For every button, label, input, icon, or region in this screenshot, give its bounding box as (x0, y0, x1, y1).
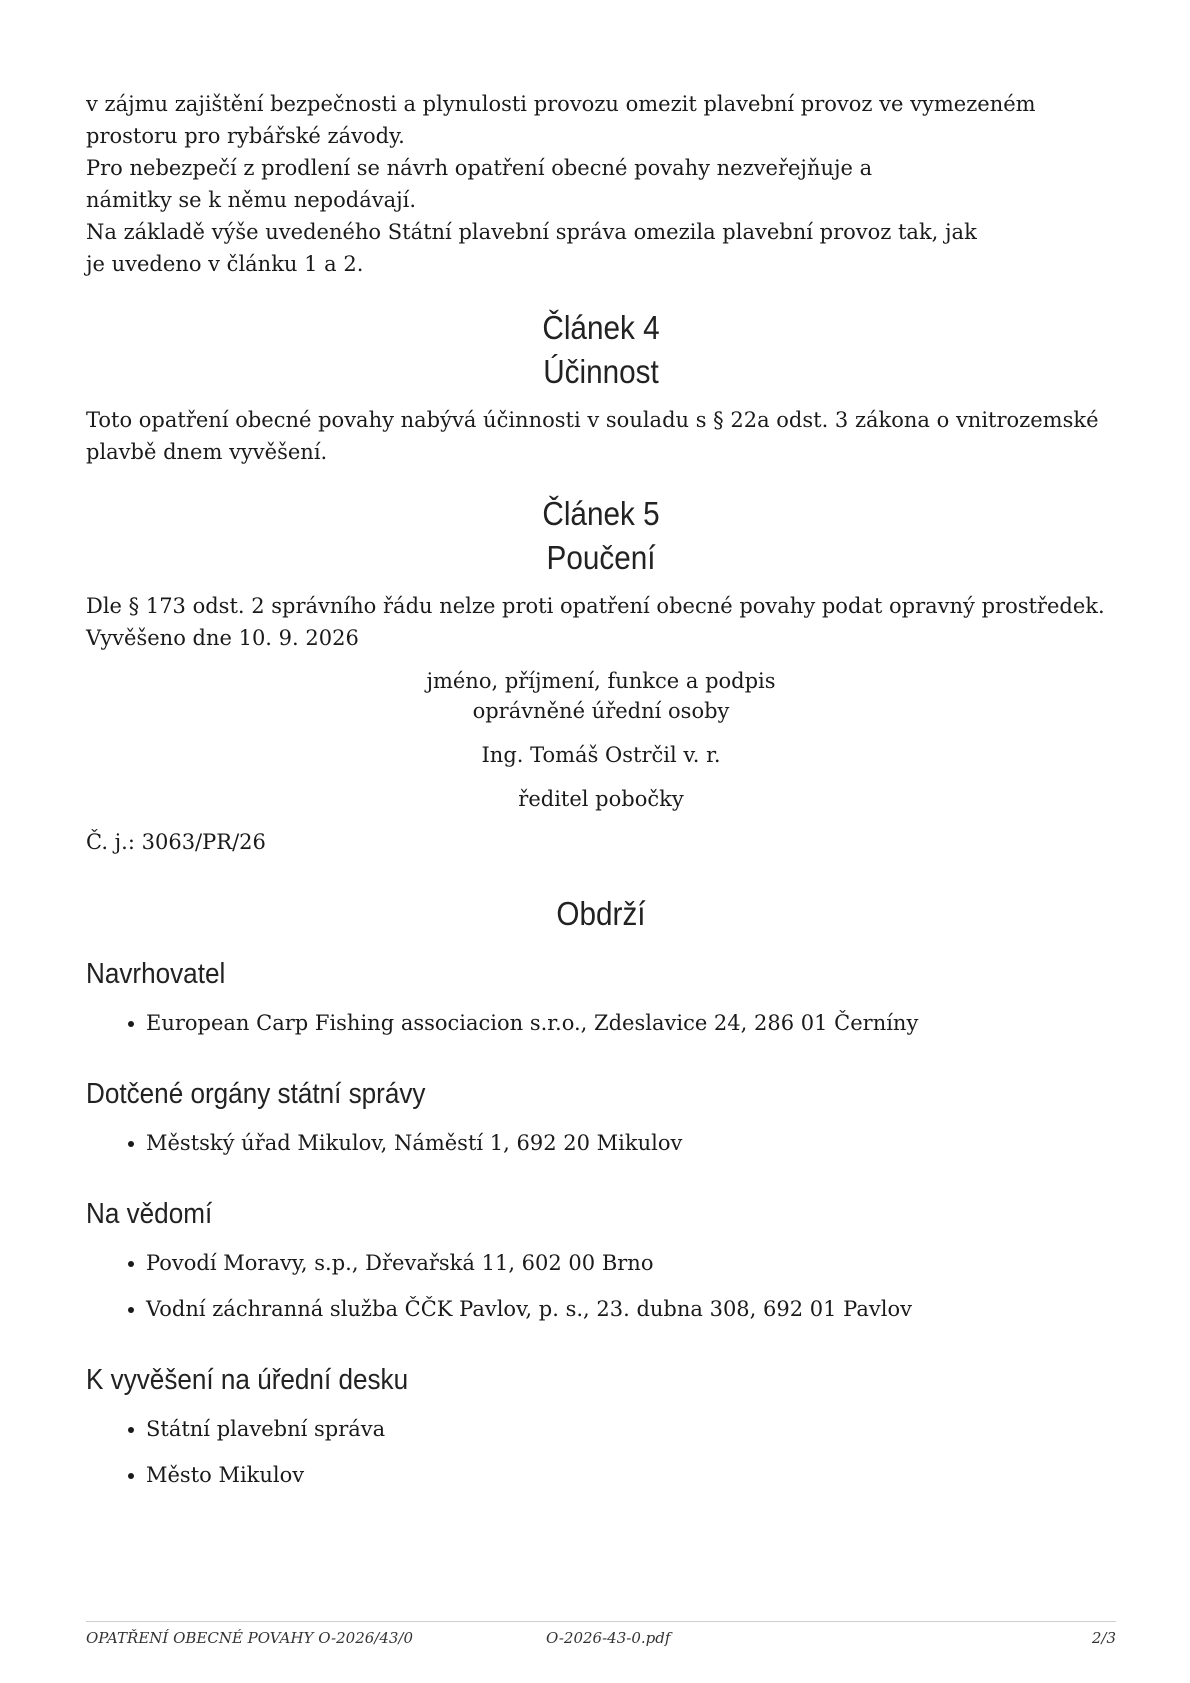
intro-paragraph-3: Na základě výše uvedeného Státní plavební správa omezila plavební provoz tak, jak je uvedeno v článku 1 a 2. (86, 220, 977, 276)
article-5-text: Dle § 173 odst. 2 správního řádu nelze proti opatření obecné povahy podat opravný prostředek. (86, 594, 1105, 618)
article-5-title: Poučení (546, 539, 656, 576)
recipients-title: Obdrží (556, 895, 646, 932)
list-item: Povodí Moravy, s.p., Dřevařská 11, 602 00 Brno (146, 1248, 1116, 1278)
recipients-list (86, 1128, 1116, 1158)
signatory-name: Ing. Tomáš Ostrčil v. r. (481, 743, 721, 767)
reference-number: Č. j.: 3063/PR/26 (86, 830, 266, 854)
signature-caption-line-2: oprávněné úřední osoby (472, 699, 730, 723)
signature-block (86, 666, 1116, 814)
article-4-text: Toto opatření obecné povahy nabývá účinnosti v souladu s § 22a odst. 3 zákona o vnitrozemské plavbě dnem vyvěšení. (86, 408, 1099, 464)
list-item: Vodní záchranná služba ČČK Pavlov, p. s., 23. dubna 308, 692 01 Pavlov (146, 1294, 1116, 1324)
list-item: Město Mikulov (146, 1460, 1116, 1490)
footer-document-id: OPATŘENÍ OBECNÉ POVAHY O-2026/43/0 (86, 1629, 414, 1647)
page-footer (86, 1621, 1116, 1647)
signatory-role: ředitel pobočky (518, 787, 684, 811)
recipients-group-heading: K vyvěšení na úřední desku (86, 1364, 409, 1396)
intro-paragraph-2: Pro nebezpečí z prodlení se návrh opatření obecné povahy nezveřejňuje a námitky se k němu nepodávají. (86, 156, 873, 212)
list-item: Městský úřad Mikulov, Náměstí 1, 692 20 Mikulov (146, 1128, 1116, 1158)
list-item: Státní plavební správa (146, 1414, 1116, 1444)
footer-page-number: 2/3 (1091, 1629, 1116, 1647)
signature-caption-line-1: jméno, příjmení, funkce a podpis (426, 669, 776, 693)
recipients-group-heading: Dotčené orgány státní správy (86, 1078, 426, 1110)
article-4-title: Účinnost (543, 353, 659, 390)
recipients-list (86, 1008, 1116, 1038)
document-page (86, 88, 1116, 1506)
recipients-group-heading: Na vědomí (86, 1198, 213, 1230)
posted-date: Vyvěšeno dne 10. 9. 2026 (86, 626, 359, 650)
list-item: European Carp Fishing associacion s.r.o., Zdeslavice 24, 286 01 Černíny (146, 1008, 1116, 1038)
recipients-list (86, 1248, 1116, 1324)
intro-paragraph-1: v zájmu zajištění bezpečnosti a plynulosti provozu omezit plavební provoz ve vymezeném prostoru pro rybářské závody. (86, 92, 1036, 148)
footer-filename: O-2026-43-0.pdf (546, 1629, 671, 1647)
recipients-list (86, 1414, 1116, 1490)
article-5-number: Článek 5 (542, 495, 660, 532)
article-4-number: Článek 4 (542, 309, 660, 346)
recipients-group-heading: Navrhovatel (86, 958, 226, 990)
